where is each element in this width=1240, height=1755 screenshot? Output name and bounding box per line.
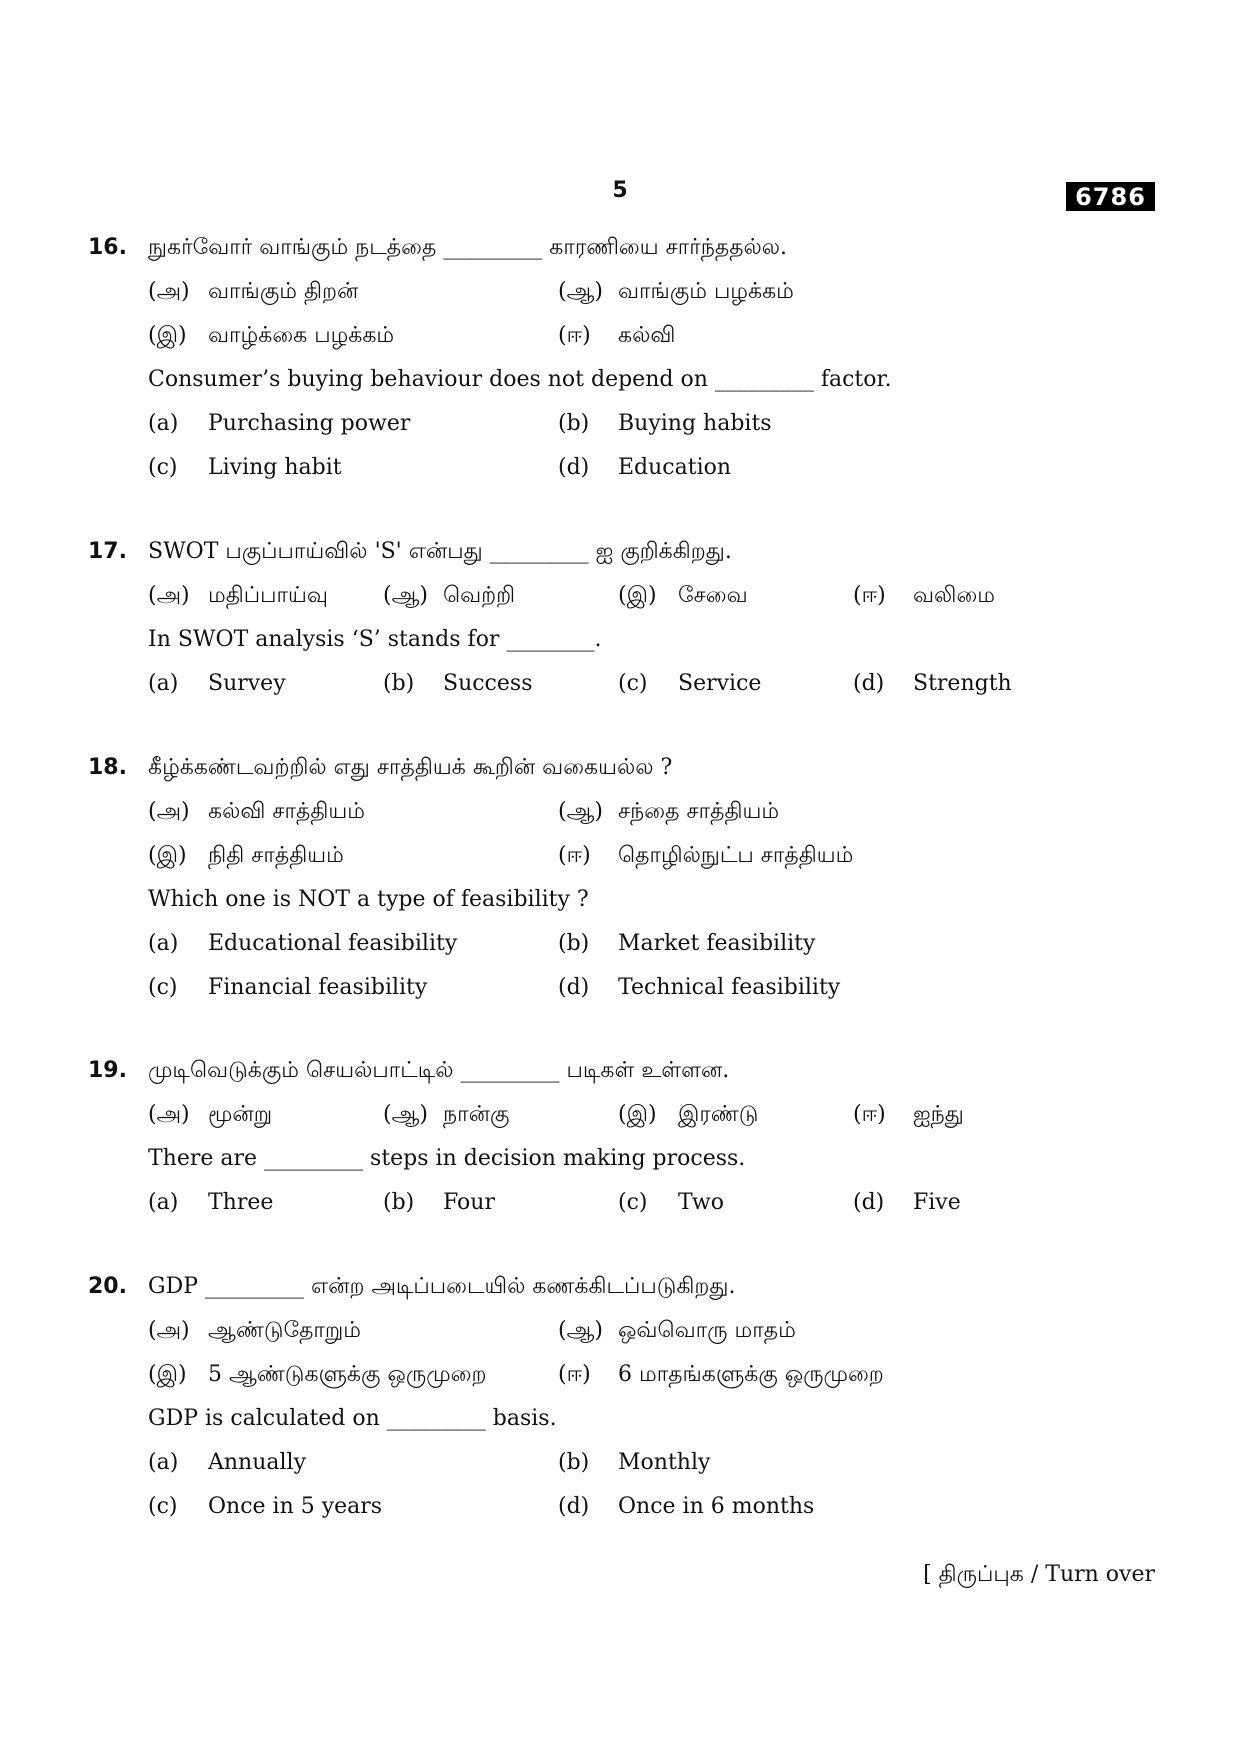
question-number: 20.: [88, 1274, 127, 1299]
turn-over-note: [ திருப்புக / Turn over: [923, 1562, 1155, 1587]
english-stem: There are _________ steps in decision making process.: [148, 1146, 746, 1171]
tamil-stem: GDP _________ என்ற அடிப்படையில் கணக்கிடப்படுகிறது.: [148, 1274, 736, 1299]
question-19: 19. முடிவெடுக்கும் செயல்பாட்டில் _________ படிகள் உள்ளன. (அ) மூன்று (ஆ) நான்கு (இ) இரண்டு (ஈ) ஐந்து There are _________ steps in decision making process. (a) Three (b) Four (c) Two (d) Five: [88, 1049, 1168, 1225]
question-number: 19.: [88, 1058, 127, 1083]
page-number: 5: [612, 178, 628, 203]
english-stem: GDP is calculated on _________ basis.: [148, 1406, 557, 1431]
tamil-stem: முடிவெடுக்கும் செயல்பாட்டில் _________ படிகள் உள்ளன.: [148, 1058, 730, 1083]
question-number: 18.: [88, 755, 127, 780]
question-20: 20. GDP _________ என்ற அடிப்படையில் கணக்கிடப்படுகிறது. (அ) ஆண்டுதோறும் (ஆ) ஒவ்வொரு மாதம் (இ) 5 ஆண்டுகளுக்கு ஒருமுறை (ஈ) 6 மாதங்களுக்கு ஒருமுறை GDP is calculated on _________ basis. (a) Annually (b) Monthly (c) Once in 5 years (d) Once in 6 months: [88, 1265, 1168, 1529]
question-17: 17. SWOT பகுப்பாய்வில் 'S' என்பது _________ ஐ குறிக்கிறது. (அ) மதிப்பாய்வு (ஆ) வெற்றி (இ) சேவை (ஈ) வலிமை In SWOT analysis ‘S’ stands for ________. (a) Survey (b) Success (c) Service (d) Strength: [88, 530, 1168, 706]
english-stem: In SWOT analysis ‘S’ stands for ________.: [148, 627, 602, 652]
tamil-stem: கீழ்க்கண்டவற்றில் எது சாத்தியக் கூறின் வகையல்ல ?: [148, 755, 673, 780]
tamil-stem: நுகர்வோர் வாங்கும் நடத்தை _________ காரணியை சார்ந்ததல்ல.: [148, 235, 788, 260]
english-stem: Which one is NOT a type of feasibility ?: [148, 887, 589, 912]
question-number: 17.: [88, 539, 127, 564]
paper-code-badge: 6786: [1066, 182, 1155, 211]
question-number: 16.: [88, 235, 127, 260]
tamil-stem: SWOT பகுப்பாய்வில் 'S' என்பது _________ ஐ குறிக்கிறது.: [148, 539, 732, 564]
question-18: 18. கீழ்க்கண்டவற்றில் எது சாத்தியக் கூறின் வகையல்ல ? (அ) கல்வி சாத்தியம் (ஆ) சந்தை சாத்தியம் (இ) நிதி சாத்தியம் (ஈ) தொழில்நுட்ப சாத்தியம் Which one is NOT a type of feasibility ? (a) Educational feasibility (b) Market feasibility (c) Financial feasibility (d) Technical feasibility: [88, 746, 1168, 1010]
question-16: 16. நுகர்வோர் வாங்கும் நடத்தை _________ காரணியை சார்ந்ததல்ல. (அ) வாங்கும் திறன் (ஆ) வாங்கும் பழக்கம் (இ) வாழ்க்கை பழக்கம் (ஈ) கல்வி Consumer’s buying behaviour does not depend on _________ factor. (a) Purchasing power (b) Buying habits (c) Living habit (d) Education: [88, 226, 1168, 490]
english-stem: Consumer’s buying behaviour does not depend on _________ factor.: [148, 367, 892, 392]
